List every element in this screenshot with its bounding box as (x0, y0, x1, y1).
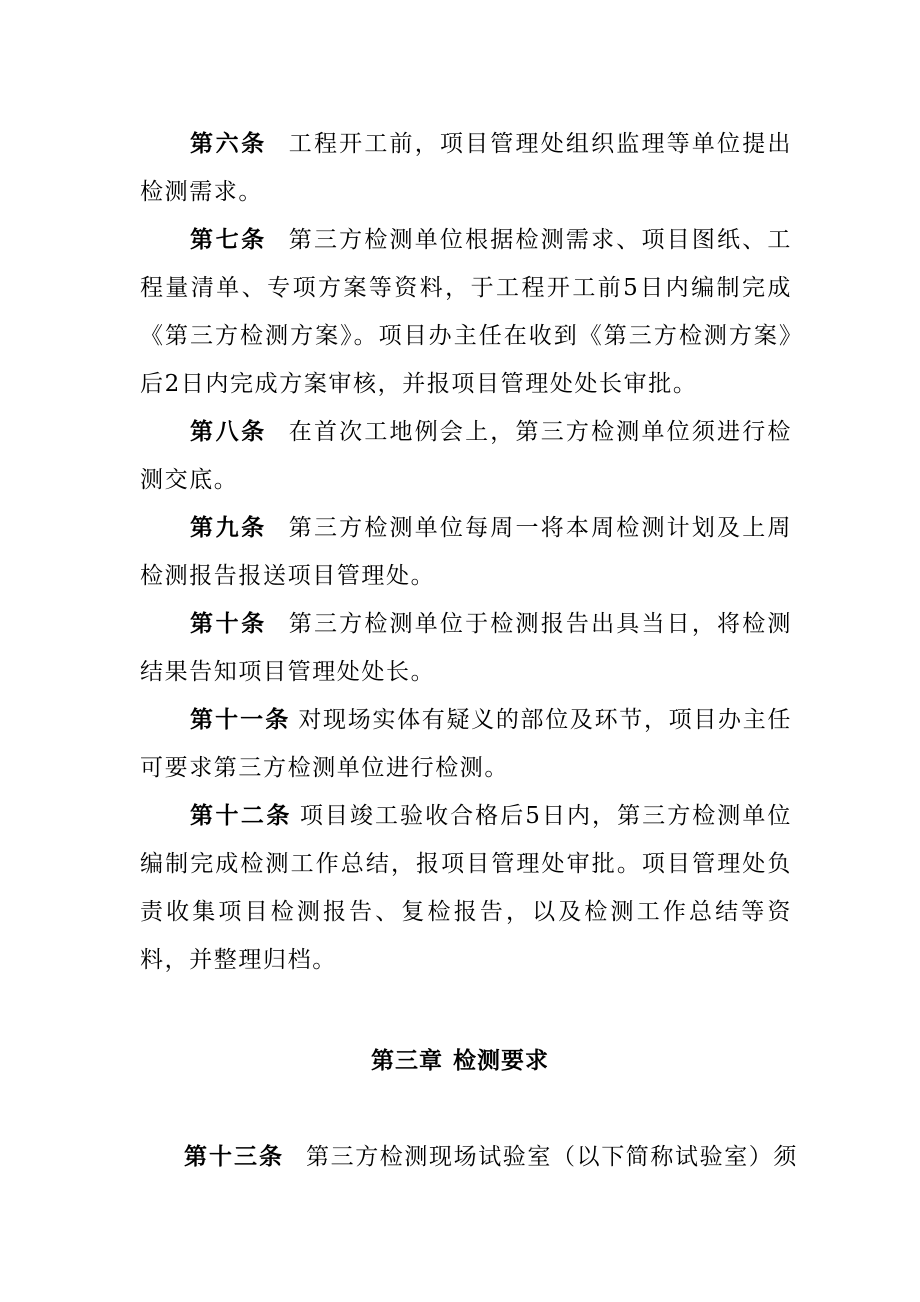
chapter-heading (0, 1037, 920, 1085)
article-text: 在首次工地例会上，第三方检测单位须进行检测交底。 (140, 419, 793, 493)
article-text: 第三方检测单位根据检测需求、项目图纸、工程量清单、专项方案等资料，于工程开工前5日内编制完成《第三方检测方案》。项目办主任在收到《第三方检测方案》后2日内完成方案审核，并报项目管理处处长审批。 (140, 227, 793, 397)
article-6 (140, 120, 792, 216)
article-7 (140, 216, 792, 408)
article-label: 第十三条 (184, 1143, 284, 1170)
article-11 (140, 696, 792, 792)
document-body (140, 120, 792, 984)
article-8 (140, 408, 792, 504)
article-text: 第三方检测单位于检测报告出具当日，将检测结果告知项目管理处处长。 (140, 611, 793, 685)
article-text: 第三方检测单位每周一将本周检测计划及上周检测报告报送项目管理处。 (140, 515, 793, 589)
article-13 (184, 1133, 804, 1181)
article-9 (140, 504, 792, 600)
article-label: 第十条 (190, 610, 267, 637)
article-label: 第十一条 (190, 706, 291, 733)
article-text: 项目竣工验收合格后5日内，第三方检测单位编制完成检测工作总结，报项目管理处审批。项目管理处负责收集项目检测报告、复检报告，以及检测工作总结等资料，并整理归档。 (140, 803, 793, 973)
article-label: 第八条 (190, 418, 267, 445)
article-label: 第六条 (190, 130, 267, 157)
article-12 (140, 792, 792, 984)
article-text: 工程开工前，项目管理处组织监理等单位提出检测需求。 (140, 131, 793, 205)
article-label: 第十二条 (190, 802, 292, 829)
article-label: 第九条 (190, 514, 267, 541)
chapter-number: 第三章 (371, 1047, 443, 1074)
article-text: 对现场实体有疑义的部位及环节，项目办主任可要求第三方检测单位进行检测。 (140, 707, 793, 781)
article-label: 第七条 (190, 226, 267, 253)
chapter-title: 检测要求 (453, 1047, 549, 1074)
article-text: 第三方检测现场试验室（以下简称试验室）须 (306, 1144, 798, 1170)
article-10 (140, 600, 792, 696)
